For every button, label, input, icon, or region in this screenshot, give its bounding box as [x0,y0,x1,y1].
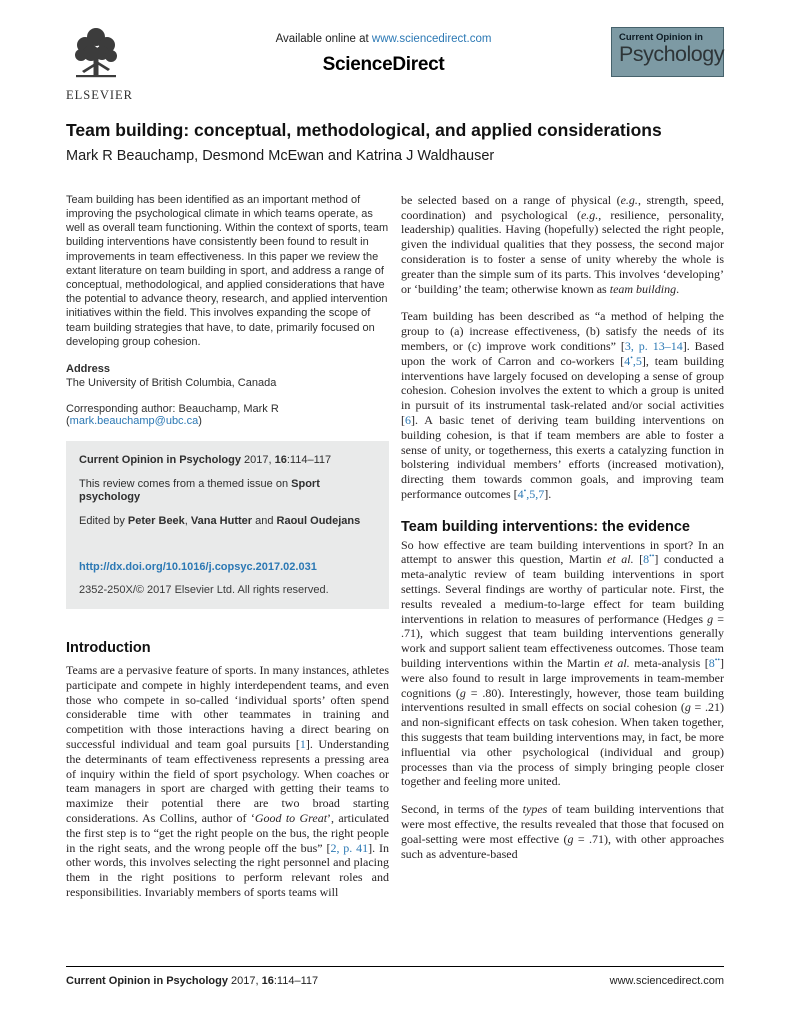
text-segment: , resilience, personality, leadership) qualities. Having (hopefully) selected the right people, given the individual qualities that they possess, the second major consideration is to foster a sense of unity whereby the whole is greater than the simple sum of its parts. This involves ‘developing’ or ‘building’ the team; otherwise known as [401,207,725,296]
inline-link[interactable]: ,5,7 [526,486,545,501]
text-segment: ) [198,414,202,427]
doi-link[interactable]: http://dx.doi.org/10.1016/j.copsyc.2017.02.031 [79,560,317,573]
inline-link[interactable]: • [523,485,527,495]
evidence-heading: Team building interventions: the evidence [401,518,690,535]
text-segment: Team building has been described as “a method of helping the group to (a) increase effectiveness, (b) satisfy the needs of its members, or (c) improve work conditions” [ [401,309,724,353]
text-segment: :114–117 [286,453,332,466]
text-segment: e.g. [620,192,638,207]
article-infobox [66,441,389,609]
text-segment: Raoul Oudejans [276,514,361,527]
text-segment: g [684,700,691,715]
text-segment: Teams are a pervasive feature of sports. In many instances, athletes participate and compete in highly interdependent teams, and even those who compete in so-called ‘individual sports’ often spend considerable time with other teammates in training and competition with those interactions having a direct bearing on successful individual and team goal pursuits [ [66,662,389,751]
inline-link[interactable]: mark.beauchamp@ubc.ca [69,414,199,427]
text-segment: ’, articulated the first step is to “get the right people on the bus, the right people in the right seats, and the wrong people off the bus” [ [66,810,389,855]
body-paragraph-4 [401,802,724,861]
text-segment: Sport psychology [79,477,320,503]
text-segment: ]. In other words, this involves selecting the right personnel and placing them in the right positions to perform relevant roles and responsibilities. Invariably members of sports teams will [66,840,390,899]
text-segment: = .21) and non-significant effects on task cohesion. When taken together, this suggests that team building interventions may, in fact, be more influential via other psychological (individual and group) processes than via the process of simply bringing people closer together and feeling more united. [401,700,725,789]
text-segment: . [676,281,680,296]
journal-cover-series: Current Opinion in [619,32,703,43]
article-columns [66,193,724,900]
abstract-text: Team building has been identified as an important method of improving the psychological climate in which teams operate, as well as overall team functioning. Within the context of sports, team building interventions have consistently been found to result in improvements in team effectiveness. In this paper we review the extant literature on team building in sport, and address a range of conceptual, methodological, and applied considerations that have the potential to advance theory, research, and applied intervention initiatives within the field. This involves expanding the scope of team building strategies that have, to date, primarily focused on developing group cohesion. [66,193,389,348]
infobox-citation [79,454,376,467]
body-paragraph-1 [401,193,724,297]
introduction-paragraph [66,663,389,900]
text-segment: ]. A basic tenet of deriving team building interventions on building cohesion, is that if team members are able to foster a sense of unity, or togetherness, this exerts a catalyzing function in bolstering individual members’ efforts (increased motivation), directing them towards common goals, and improving team performance outcomes [ [401,412,724,501]
inline-link[interactable]: 2, p. 41 [330,840,369,855]
text-segment: This review comes from a themed issue on [79,477,292,490]
elsevier-tree-icon [68,25,124,87]
inline-link[interactable]: •• [649,551,655,561]
text-segment: et al. [604,656,630,671]
right-column [401,193,724,900]
inline-link[interactable]: 3, p. 13–14 [624,338,683,353]
text-segment: g [459,685,466,700]
text-segment: , [184,514,191,527]
text-segment: ]. [544,486,552,501]
text-segment: ] conducted a meta-analytic review of team building interventions in sport settings. Several findings are worthy of particular note. First, the results revealed a medium-to-large effect for team building interventions in relation to measures of performance (Hedges [401,552,724,626]
address-heading: Address [66,362,111,375]
journal-cover-title: Psychology [619,42,724,66]
body-paragraph-2 [401,309,724,501]
text-segment: Peter Beek [127,514,185,527]
page-footer [66,966,724,987]
page-header [66,25,724,113]
text-segment: and [252,514,277,527]
text-segment: 16 [261,975,274,987]
inline-link[interactable]: ,5 [632,353,642,368]
text-segment: ] were also found to result in large improvements in team-member cognitions ( [401,656,724,700]
text-segment: So how effective are team building interventions in sport? In an attempt to answer this question, Martin [401,537,724,567]
inline-link[interactable]: •• [714,655,720,665]
inline-link[interactable]: 8 [708,656,715,671]
text-segment: g [707,611,714,626]
copyright-line: 2352-250X/© 2017 Elsevier Ltd. All rights reserved. [79,583,329,596]
inline-link[interactable]: 4 [517,486,524,501]
doi-line [79,561,376,573]
journal-cover [611,27,724,77]
sciencedirect-brand: ScienceDirect [322,54,445,75]
text-segment: team building [609,281,677,296]
text-segment: Second, in terms of the [401,802,523,817]
inline-link[interactable]: 8 [643,552,650,567]
text-segment: Current Opinion in Psychology [66,975,228,987]
text-segment: g [567,831,574,846]
text-segment: et al. [607,552,634,567]
text-segment: = .80). Interestingly, however, those team building interventions resulted in small effects on social cohesion ( [401,685,724,715]
text-segment: = .71), with other approaches such as adventure-based [401,831,724,861]
elsevier-logo [66,25,156,103]
text-segment: Corresponding author: Beauchamp, Mark R ( [66,402,279,427]
inline-link[interactable]: 4 [624,353,631,368]
text-segment: ], team building interventions have largely focused on developing a sense of group cohesion. Cohesion involves the extent to which a group is united in pursuit of its instrumental task-related and/or social activities [ [401,353,724,427]
sciencedirect-link[interactable]: www.sciencedirect.com [371,33,492,45]
inline-link[interactable]: 1 [299,736,306,751]
affiliation: The University of British Columbia, Canada [66,376,277,389]
text-segment: Vana Hutter [190,514,253,527]
body-paragraph-3 [401,538,724,790]
infobox-themed-issue [79,478,376,504]
text-segment: meta-analysis [ [629,656,709,671]
footer-citation [66,975,318,987]
text-segment: 2017, [240,453,275,466]
text-segment: ]. Understanding the determinants of team effectiveness represents a pressing area of inquiry within the field of sport psychology. When coaches or team managers in sport are charged with getting their teams to maximize their potential there are two broad starting considerations. As Collins, author of ‘ [66,736,389,825]
introduction-heading: Introduction [66,639,151,656]
text-segment: , strength, speed, coordination) and psychological ( [401,192,725,222]
text-segment: Edited by [79,514,128,527]
corresponding-author-line [66,403,389,427]
text-segment: of team building interventions that were most effective, the results revealed that those that focused on goal-setting were most effective ( [401,802,724,846]
address-block [66,362,389,390]
available-online-text: Available online at [275,33,372,45]
infobox-edited-by [79,515,376,528]
text-segment: [ [633,552,644,567]
text-segment: 16 [274,453,287,466]
text-segment: types [522,802,548,817]
inline-link[interactable]: • [630,352,633,362]
header-center [156,25,611,76]
footer-url: www.sciencedirect.com [609,975,724,987]
text-segment: ]. Based upon the work of Carron and co-workers [ [401,338,725,368]
text-segment: :114–117 [273,975,319,987]
elsevier-wordmark: ELSEVIER [66,88,134,102]
text-segment: e.g. [580,207,599,222]
authors-line: Mark R Beauchamp, Desmond McEwan and Katrina J Waldhauser [66,147,495,164]
inline-link[interactable]: 6 [405,412,411,427]
left-column [66,193,389,900]
page-title: Team building: conceptual, methodological, and applied considerations [66,120,662,140]
text-segment: Good to Great [254,810,328,825]
text-segment: Current Opinion in Psychology [79,453,241,466]
text-segment: 2017, [227,975,262,987]
available-online-line [156,33,611,45]
text-segment: = .71), which suggest that team building interventions generally work and support salient team effectiveness outcomes. Those team building interventions within the Martin [401,611,724,671]
text-segment: be selected based on a range of physical ( [401,192,621,207]
